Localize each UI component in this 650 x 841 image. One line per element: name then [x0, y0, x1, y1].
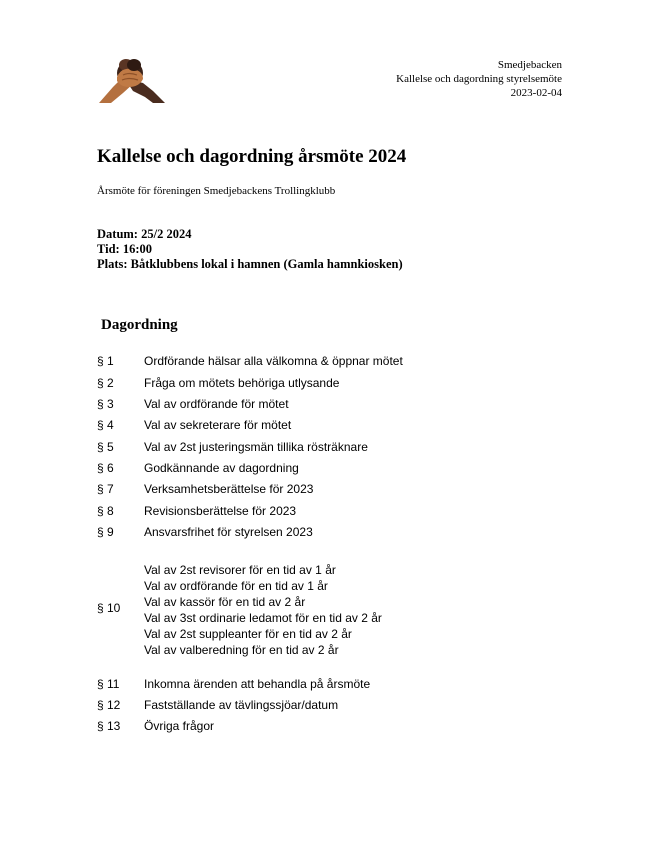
agenda-item-number: § 3: [97, 397, 114, 411]
page-subtitle: Årsmöte för föreningen Smedjebackens Trollingklubb: [97, 185, 336, 197]
header-doc: Kallelse och dagordning styrelsemöte: [396, 73, 562, 85]
header-date: 2023-02-04: [510, 87, 562, 99]
agenda-item-number: § 6: [97, 461, 114, 475]
page-title: Kallelse och dagordning årsmöte 2024: [97, 146, 407, 167]
agenda-item-text: Ordförande hälsar alla välkomna & öppnar mötet: [144, 354, 403, 368]
agenda-item-text: Ansvarsfrihet för styrelsen 2023: [144, 525, 313, 539]
agenda-item-number: § 4: [97, 418, 114, 432]
agenda-item-text: Fastställande av tävlingssjöar/datum: [144, 698, 339, 712]
agenda-item-line: Val av 2st suppleanter för en tid av 2 år: [144, 627, 352, 641]
agenda-item-line: Val av 3st ordinarie ledamot för en tid av 2 år: [144, 611, 382, 625]
agenda-item-number: § 8: [97, 504, 114, 518]
agenda-item-text: Revisionsberättelse för 2023: [144, 504, 297, 518]
agenda-item-number: § 5: [97, 440, 114, 454]
agenda-item-text: Övriga frågor: [144, 719, 215, 733]
agenda-item-number: § 9: [97, 525, 114, 539]
agenda-item-text: Val av 2st justeringsmän tillika rösträknare: [144, 440, 368, 454]
header-org: Smedjebacken: [497, 59, 562, 71]
agenda-item-line: Val av valberedning för en tid av 2 år: [144, 643, 339, 657]
agenda-item-number: § 7: [97, 482, 114, 496]
agenda-item-lines: [144, 562, 382, 658]
agenda-item-text: Godkännande av dagordning: [144, 461, 299, 475]
agenda-item-number: § 10: [97, 601, 121, 615]
page-header: [396, 58, 562, 100]
agenda-item-text: Inkomna ärenden att behandla på årsmöte: [144, 677, 371, 691]
agenda-item-line: Val av kassör för en tid av 2 år: [144, 595, 306, 609]
agenda-item-text: Val av ordförande för mötet: [144, 397, 289, 411]
agenda-heading: Dagordning: [101, 317, 178, 333]
agenda-item-number: § 12: [97, 698, 121, 712]
meeting-time: Tid: 16:00: [97, 242, 152, 256]
agenda-item-number: § 2: [97, 376, 114, 390]
meeting-details: [97, 227, 403, 272]
meeting-date: Datum: 25/2 2024: [97, 227, 192, 241]
agenda-item-text: Val av sekreterare för mötet: [144, 418, 292, 432]
agenda-item-line: Val av 2st revisorer för en tid av 1 år: [144, 563, 336, 577]
agenda-item-line: Val av ordförande för en tid av 1 år: [144, 579, 328, 593]
agenda-item-text: Verksamhetsberättelse för 2023: [144, 482, 314, 496]
agenda-item-text: Fråga om mötets behöriga utlysande: [144, 376, 340, 390]
agenda-item-number: § 1: [97, 354, 114, 368]
meeting-place: Plats: Båtklubbens lokal i hamnen (Gamla hamnkiosken): [97, 257, 403, 271]
agenda-item-number: § 13: [97, 719, 121, 733]
handshake-logo-icon: [99, 57, 165, 103]
agenda-item-number: § 11: [97, 677, 120, 691]
